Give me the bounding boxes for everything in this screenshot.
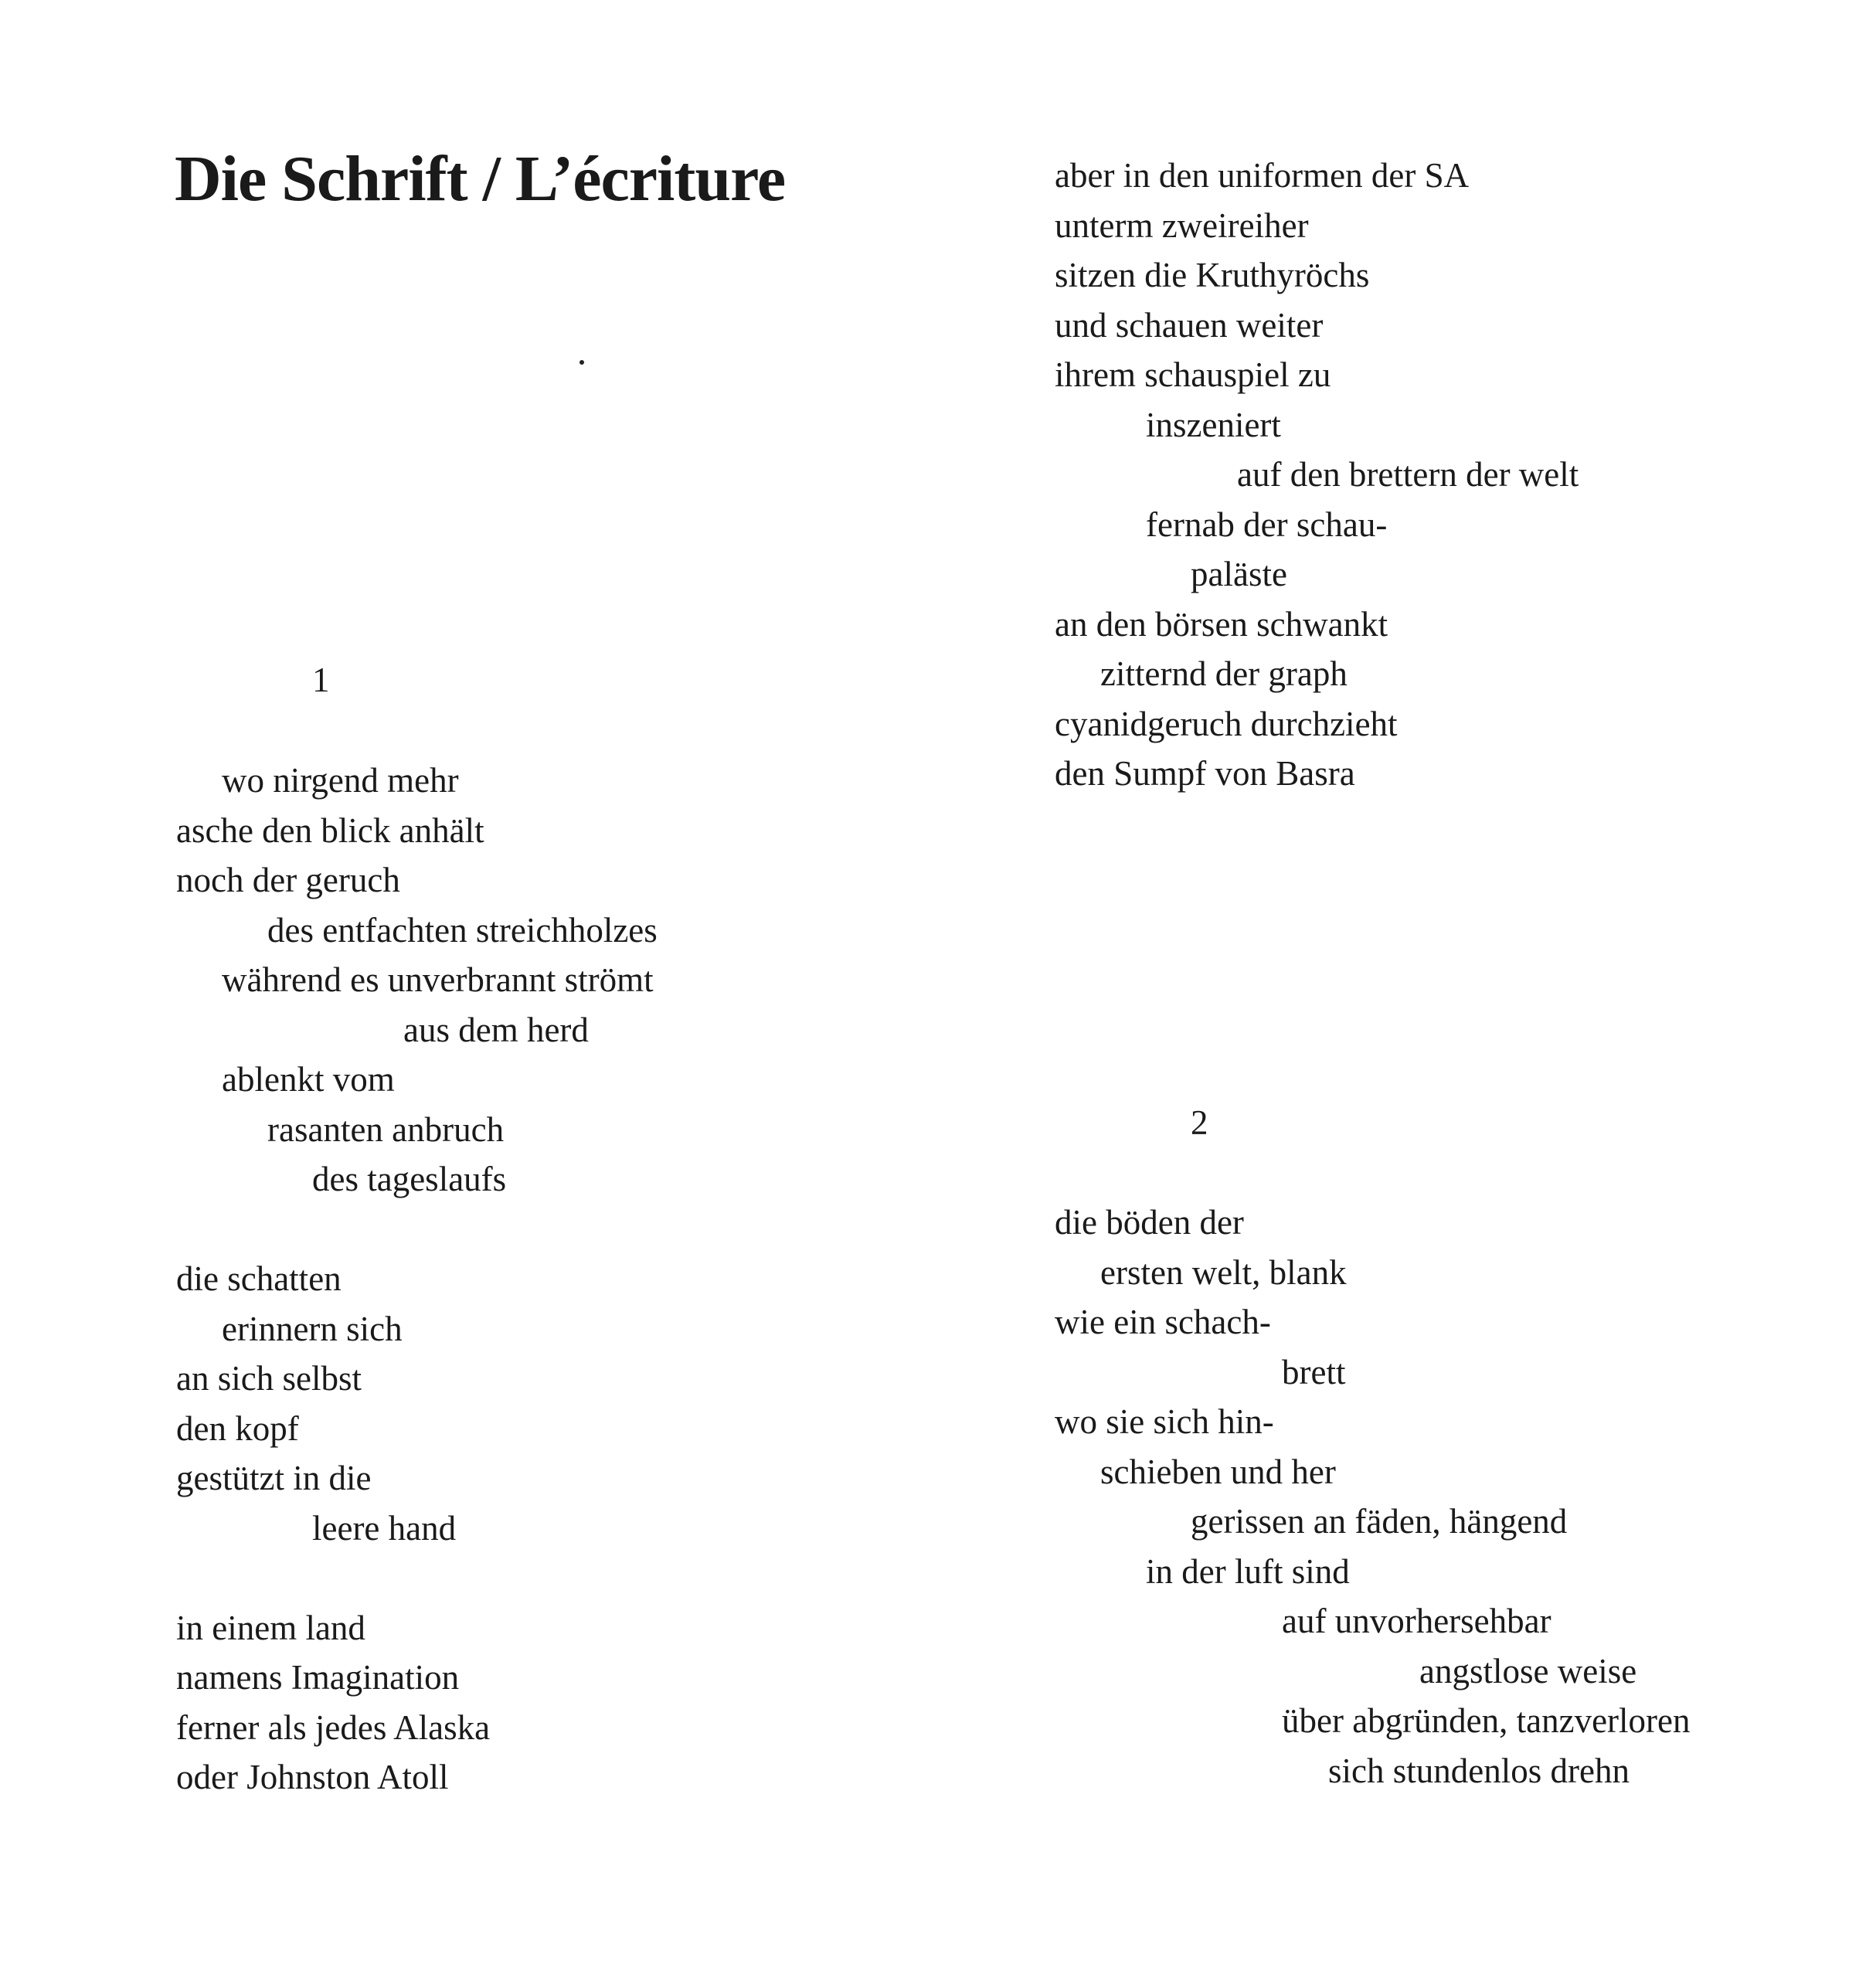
poem-line: wie ein schach- [1055, 1303, 1271, 1341]
poem-line: unterm zweireiher [1055, 206, 1309, 245]
poem-line: auf unvorhersehbar [1282, 1602, 1551, 1640]
poem-line: und schauen weiter [1055, 306, 1324, 345]
page-title: Die Schrift / L’écriture [175, 143, 786, 215]
poem-line: oder Johnston Atoll [176, 1758, 449, 1796]
poem-line: aber in den uniformen der SA [1055, 156, 1470, 195]
poem-line: asche den blick anhält [176, 811, 484, 850]
poem-line: sich stundenlos drehn [1328, 1752, 1630, 1790]
poem-line: erinnern sich [222, 1310, 403, 1348]
poem-line: namens Imagination [176, 1658, 460, 1697]
poem-line: rasanten anbruch [267, 1110, 505, 1149]
poem-line: in einem land [176, 1609, 365, 1647]
poem-line: leere hand [312, 1509, 457, 1548]
poem-line: ersten welt, blank [1100, 1253, 1347, 1292]
poem-line: die schatten [176, 1259, 342, 1298]
poem-line: inszeniert [1146, 406, 1281, 444]
poem-line: ablenkt vom [222, 1060, 395, 1099]
poem-line: cyanidgeruch durchzieht [1055, 705, 1398, 743]
paper-speck [579, 360, 584, 365]
poem-line: gerissen an fäden, hängend [1191, 1502, 1568, 1541]
poem-line: ihrem schauspiel zu [1055, 355, 1331, 394]
poem-line: an sich selbst [176, 1359, 362, 1398]
poem-line: angstlose weise [1419, 1652, 1637, 1690]
poem-line: sitzen die Kruthyröchs [1055, 256, 1370, 294]
poem-line: den kopf [176, 1409, 299, 1448]
poem-line: zitternd der graph [1100, 654, 1348, 693]
poem-line: die böden der [1055, 1203, 1244, 1242]
poem-line: brett [1282, 1353, 1346, 1391]
poem-line: während es unverbrannt strömt [222, 960, 654, 999]
poem-line: aus dem herd [403, 1011, 589, 1049]
poem-line: noch der geruch [176, 861, 400, 899]
poem-line: gestützt in die [176, 1459, 372, 1497]
poem-line: an den börsen schwankt [1055, 605, 1388, 644]
poem-line: paläste [1191, 555, 1287, 593]
poem-line: den Sumpf von Basra [1055, 754, 1355, 793]
poem-line: auf den brettern der welt [1237, 455, 1579, 494]
poem-line: in der luft sind [1146, 1552, 1350, 1591]
poem-line: des entfachten streichholzes [267, 911, 658, 950]
section-number: 1 [312, 661, 330, 699]
section-number: 2 [1191, 1103, 1208, 1142]
poem-line: wo sie sich hin- [1055, 1402, 1274, 1441]
poem-line: schieben und her [1100, 1453, 1336, 1491]
poem-line: ferner als jedes Alaska [176, 1708, 491, 1747]
poem-line: wo nirgend mehr [222, 761, 459, 800]
poem-line: über abgründen, tanzverloren [1282, 1701, 1691, 1740]
poem-line: fernab der schau- [1146, 505, 1388, 544]
poem-line: des tageslaufs [312, 1160, 507, 1198]
